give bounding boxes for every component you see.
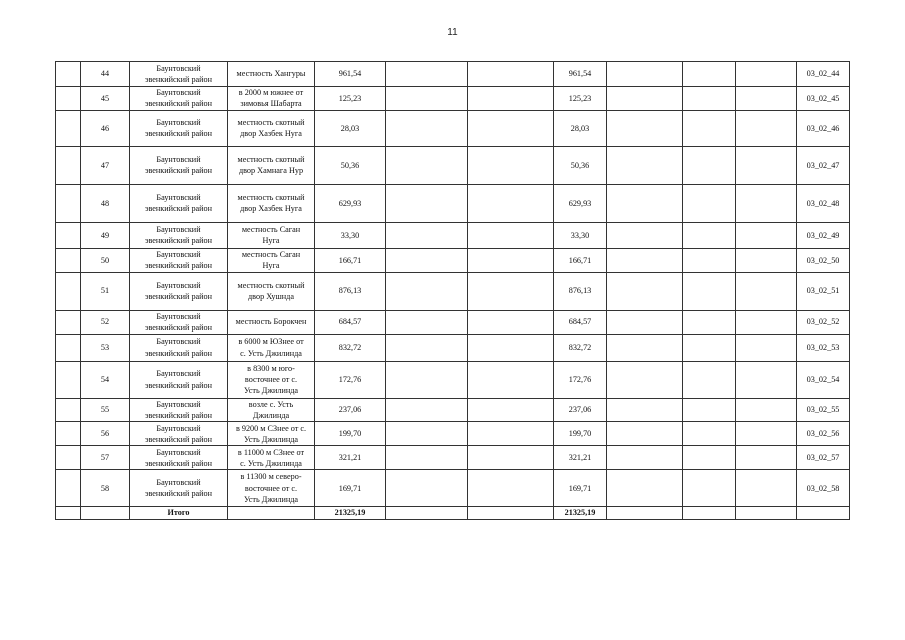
- empty-cell: [683, 398, 736, 422]
- district-line: эвенкийский район: [144, 458, 213, 468]
- location-line: в 2000 м южнее от: [238, 88, 304, 97]
- district-cell: [130, 398, 228, 422]
- table-row: [56, 110, 850, 146]
- empty-cell: [683, 361, 736, 398]
- table-row: [56, 222, 850, 248]
- area-total-cell: 961,54: [554, 62, 607, 87]
- row-number-cell: 57: [81, 446, 130, 470]
- district-line: Баунтовский: [156, 447, 201, 457]
- district-cell: [130, 446, 228, 470]
- area-cell: 28,03: [315, 110, 386, 146]
- margin-cell: [56, 507, 81, 519]
- empty-cell: [607, 470, 683, 507]
- area-cell: 166,71: [315, 248, 386, 272]
- empty-cell: [386, 222, 468, 248]
- empty-cell: [468, 222, 554, 248]
- code-cell: 03_02_54: [797, 361, 850, 398]
- area-total-cell: 166,71: [554, 248, 607, 272]
- location-cell: [228, 222, 315, 248]
- empty-cell: [683, 110, 736, 146]
- empty-cell: [607, 310, 683, 334]
- table-row: [56, 422, 850, 446]
- location-line: в 6000 м ЮЗнее от: [238, 337, 304, 347]
- district-cell: [130, 62, 228, 87]
- district-line: Баунтовский: [156, 423, 201, 433]
- empty-cell: [607, 62, 683, 87]
- code-cell: 03_02_51: [797, 272, 850, 310]
- area-total-cell: 125,23: [554, 87, 607, 111]
- location-line: с. Усть Джилинда: [240, 458, 302, 468]
- row-number-cell: 52: [81, 310, 130, 334]
- empty-cell: [736, 507, 797, 519]
- empty-cell: [683, 470, 736, 507]
- margin-cell: [56, 334, 81, 361]
- empty-cell: [386, 62, 468, 87]
- location-line: в 8300 м юго-: [247, 363, 295, 373]
- district-line: Баунтовский: [156, 337, 201, 347]
- empty-cell: [386, 470, 468, 507]
- district-cell: [130, 470, 228, 507]
- row-number-cell: 58: [81, 470, 130, 507]
- empty-cell: [683, 184, 736, 222]
- row-number-cell: 55: [81, 398, 130, 422]
- empty-cell: [607, 248, 683, 272]
- empty-cell: [736, 222, 797, 248]
- district-line: эвенкийский район: [144, 204, 213, 214]
- empty-cell: [468, 110, 554, 146]
- empty-cell: [468, 334, 554, 361]
- empty-cell: [607, 422, 683, 446]
- empty-cell: [468, 87, 554, 111]
- area-cell: 199,70: [315, 422, 386, 446]
- total-area-cell: 21325,19: [315, 507, 386, 519]
- empty-cell: [468, 184, 554, 222]
- table-row: [56, 272, 850, 310]
- empty-cell: [386, 146, 468, 184]
- location-line: двор Хамнага Нур: [238, 166, 304, 176]
- empty-cell: [386, 248, 468, 272]
- location-line: Нуга: [262, 261, 280, 271]
- table-row: [56, 334, 850, 361]
- district-line: Баунтовский: [156, 117, 201, 127]
- empty-cell: [468, 422, 554, 446]
- location-line: восточнее от с.: [244, 374, 298, 384]
- area-total-cell: 172,76: [554, 361, 607, 398]
- empty-cell: [683, 248, 736, 272]
- table-row: [56, 87, 850, 111]
- total-area2-cell: 21325,19: [554, 507, 607, 519]
- margin-cell: [56, 146, 81, 184]
- table-row: [56, 248, 850, 272]
- district-cell: [130, 222, 228, 248]
- empty-cell: [386, 334, 468, 361]
- empty-cell: [683, 446, 736, 470]
- empty-cell: [683, 422, 736, 446]
- margin-cell: [56, 446, 81, 470]
- district-line: эвенкийский район: [144, 380, 213, 390]
- empty-cell: [683, 146, 736, 184]
- empty-cell: [607, 272, 683, 310]
- district-cell: [130, 184, 228, 222]
- district-line: Баунтовский: [156, 478, 201, 488]
- district-line: эвенкийский район: [144, 261, 213, 271]
- table-row: [56, 361, 850, 398]
- area-total-cell: 50,36: [554, 146, 607, 184]
- margin-cell: [56, 87, 81, 111]
- empty-cell: [607, 334, 683, 361]
- code-cell: 03_02_53: [797, 334, 850, 361]
- location-line: местность Саган: [241, 249, 301, 259]
- code-cell: 03_02_48: [797, 184, 850, 222]
- margin-cell: [56, 422, 81, 446]
- area-cell: 684,57: [315, 310, 386, 334]
- area-total-cell: 237,06: [554, 398, 607, 422]
- empty-cell: [386, 507, 468, 519]
- area-cell: 33,30: [315, 222, 386, 248]
- district-line: Баунтовский: [156, 399, 201, 409]
- location-cell: [228, 110, 315, 146]
- row-number-cell: 50: [81, 248, 130, 272]
- location-line: в 11000 м СЗнее от: [237, 447, 305, 457]
- row-number-cell: 48: [81, 184, 130, 222]
- margin-cell: [56, 110, 81, 146]
- district-line: эвенкийский район: [144, 129, 213, 139]
- empty-cell: [736, 361, 797, 398]
- empty-cell: [736, 87, 797, 111]
- empty-cell: [386, 422, 468, 446]
- empty-cell: [736, 62, 797, 87]
- location-cell: [228, 422, 315, 446]
- empty-cell: [607, 361, 683, 398]
- row-number-cell: 46: [81, 110, 130, 146]
- district-cell: [130, 146, 228, 184]
- row-number-cell: 49: [81, 222, 130, 248]
- area-cell: 172,76: [315, 361, 386, 398]
- area-total-cell: 33,30: [554, 222, 607, 248]
- district-line: Баунтовский: [156, 224, 201, 234]
- row-number-cell: 45: [81, 87, 130, 111]
- code-cell: 03_02_52: [797, 310, 850, 334]
- location-line: местность скотный: [237, 280, 305, 290]
- district-line: Баунтовский: [156, 88, 201, 97]
- row-number-cell: 47: [81, 146, 130, 184]
- empty-cell: [736, 184, 797, 222]
- empty-cell: [736, 310, 797, 334]
- code-cell: 03_02_55: [797, 398, 850, 422]
- district-line: эвенкийский район: [144, 411, 213, 421]
- code-cell: 03_02_57: [797, 446, 850, 470]
- table-row: [56, 310, 850, 334]
- page-number: 11: [447, 27, 458, 38]
- area-total-cell: 832,72: [554, 334, 607, 361]
- location-line: Джилинда: [252, 411, 290, 421]
- empty-cell: [683, 310, 736, 334]
- area-cell: 876,13: [315, 272, 386, 310]
- district-line: эвенкийский район: [144, 236, 213, 246]
- district-line: Баунтовский: [156, 249, 201, 259]
- location-line: двор Хушнда: [248, 292, 294, 302]
- empty-cell: [797, 507, 850, 519]
- location-line: местность скотный: [237, 192, 305, 202]
- empty-cell: [607, 507, 683, 519]
- location-cell: [228, 470, 315, 507]
- land-register-table: [55, 61, 850, 520]
- table-row: [56, 62, 850, 87]
- location-line: двор Хазбек Нуга: [240, 129, 302, 139]
- district-line: эвенкийский район: [144, 166, 213, 176]
- district-line: эвенкийский район: [144, 489, 213, 499]
- empty-cell: [468, 470, 554, 507]
- area-total-cell: 876,13: [554, 272, 607, 310]
- empty-cell: [736, 334, 797, 361]
- empty-cell: [607, 184, 683, 222]
- empty-cell: [607, 222, 683, 248]
- empty-cell: [468, 507, 554, 519]
- area-cell: 961,54: [315, 62, 386, 87]
- table-row: [56, 470, 850, 507]
- table-body: [56, 62, 850, 520]
- empty-cell: [607, 398, 683, 422]
- district-line: Баунтовский: [156, 154, 201, 164]
- empty-cell: [386, 398, 468, 422]
- empty-cell: [736, 422, 797, 446]
- district-cell: [130, 310, 228, 334]
- total-row: [56, 507, 850, 519]
- district-line: эвенкийский район: [144, 348, 213, 358]
- row-number-cell: 44: [81, 62, 130, 87]
- empty-cell: [386, 87, 468, 111]
- table-row: [56, 398, 850, 422]
- location-line: в 11300 м северо-: [240, 472, 302, 482]
- empty-cell: [228, 507, 315, 519]
- area-cell: 50,36: [315, 146, 386, 184]
- margin-cell: [56, 248, 81, 272]
- location-cell: [228, 248, 315, 272]
- empty-cell: [607, 146, 683, 184]
- area-cell: 629,93: [315, 184, 386, 222]
- area-total-cell: 199,70: [554, 422, 607, 446]
- location-cell: [228, 62, 315, 87]
- area-cell: 169,71: [315, 470, 386, 507]
- code-cell: 03_02_56: [797, 422, 850, 446]
- location-line: местность Борокчен: [235, 317, 307, 327]
- district-cell: [130, 361, 228, 398]
- location-line: Усть Джилинда: [243, 386, 299, 396]
- area-total-cell: 28,03: [554, 110, 607, 146]
- location-line: зимовья Шабарта: [240, 99, 302, 109]
- code-cell: 03_02_45: [797, 87, 850, 111]
- empty-cell: [607, 446, 683, 470]
- district-line: Баунтовский: [156, 192, 201, 202]
- location-line: местность Хангуры: [236, 69, 306, 79]
- empty-cell: [386, 184, 468, 222]
- total-label-cell: Итого: [130, 507, 228, 519]
- district-cell: [130, 248, 228, 272]
- location-cell: [228, 184, 315, 222]
- district-cell: [130, 110, 228, 146]
- empty-cell: [683, 222, 736, 248]
- district-line: эвенкийский район: [144, 434, 213, 444]
- district-cell: [130, 334, 228, 361]
- location-line: местность Саган: [241, 224, 301, 234]
- location-line: Нуга: [262, 236, 280, 246]
- empty-cell: [736, 272, 797, 310]
- empty-cell: [468, 361, 554, 398]
- location-cell: [228, 398, 315, 422]
- empty-cell: [468, 62, 554, 87]
- area-cell: 321,21: [315, 446, 386, 470]
- location-cell: [228, 310, 315, 334]
- district-line: Баунтовский: [156, 311, 201, 321]
- location-line: местность скотный: [237, 154, 305, 164]
- empty-cell: [736, 248, 797, 272]
- area-total-cell: 169,71: [554, 470, 607, 507]
- empty-cell: [386, 110, 468, 146]
- location-line: двор Хазбек Нуга: [240, 204, 302, 214]
- margin-cell: [56, 62, 81, 87]
- empty-cell: [468, 310, 554, 334]
- location-cell: [228, 272, 315, 310]
- row-number-cell: 51: [81, 272, 130, 310]
- empty-cell: [468, 446, 554, 470]
- empty-cell: [736, 446, 797, 470]
- empty-cell: [683, 87, 736, 111]
- area-total-cell: 684,57: [554, 310, 607, 334]
- empty-cell: [736, 146, 797, 184]
- empty-cell: [386, 272, 468, 310]
- location-line: с. Усть Джилинда: [240, 348, 302, 358]
- code-cell: 03_02_47: [797, 146, 850, 184]
- area-total-cell: 629,93: [554, 184, 607, 222]
- district-line: эвенкийский район: [144, 75, 213, 84]
- empty-cell: [468, 398, 554, 422]
- margin-cell: [56, 310, 81, 334]
- district-cell: [130, 87, 228, 111]
- margin-cell: [56, 222, 81, 248]
- district-line: Баунтовский: [156, 369, 201, 379]
- empty-cell: [468, 146, 554, 184]
- empty-cell: [386, 361, 468, 398]
- district-line: эвенкийский район: [144, 323, 213, 333]
- empty-cell: [386, 446, 468, 470]
- empty-cell: [683, 272, 736, 310]
- location-line: Усть Джилинда: [243, 434, 299, 444]
- empty-cell: [683, 334, 736, 361]
- empty-cell: [736, 398, 797, 422]
- location-line: восточнее от с.: [244, 483, 298, 493]
- area-total-cell: 321,21: [554, 446, 607, 470]
- table-row: [56, 446, 850, 470]
- empty-cell: [607, 110, 683, 146]
- row-number-cell: 53: [81, 334, 130, 361]
- code-cell: 03_02_46: [797, 110, 850, 146]
- location-cell: [228, 446, 315, 470]
- location-line: возле с. Усть: [248, 399, 294, 409]
- empty-cell: [81, 507, 130, 519]
- code-cell: 03_02_49: [797, 222, 850, 248]
- district-line: эвенкийский район: [144, 99, 213, 109]
- location-line: в 9200 м СЗнее от с.: [235, 423, 307, 433]
- table-row: [56, 184, 850, 222]
- empty-cell: [736, 470, 797, 507]
- code-cell: 03_02_58: [797, 470, 850, 507]
- district-cell: [130, 272, 228, 310]
- district-cell: [130, 422, 228, 446]
- empty-cell: [468, 248, 554, 272]
- empty-cell: [683, 507, 736, 519]
- empty-cell: [386, 310, 468, 334]
- row-number-cell: 56: [81, 422, 130, 446]
- area-cell: 125,23: [315, 87, 386, 111]
- row-number-cell: 54: [81, 361, 130, 398]
- empty-cell: [736, 110, 797, 146]
- margin-cell: [56, 184, 81, 222]
- margin-cell: [56, 470, 81, 507]
- district-line: Баунтовский: [156, 280, 201, 290]
- table-row: [56, 146, 850, 184]
- empty-cell: [468, 272, 554, 310]
- area-cell: 832,72: [315, 334, 386, 361]
- code-cell: 03_02_44: [797, 62, 850, 87]
- location-line: Усть Джилинда: [243, 495, 299, 505]
- empty-cell: [607, 87, 683, 111]
- code-cell: 03_02_50: [797, 248, 850, 272]
- location-cell: [228, 146, 315, 184]
- empty-cell: [683, 62, 736, 87]
- area-cell: 237,06: [315, 398, 386, 422]
- district-line: Баунтовский: [156, 63, 201, 73]
- margin-cell: [56, 398, 81, 422]
- location-line: местность скотный: [237, 117, 305, 127]
- location-cell: [228, 87, 315, 111]
- margin-cell: [56, 361, 81, 398]
- district-line: эвенкийский район: [144, 292, 213, 302]
- location-cell: [228, 361, 315, 398]
- margin-cell: [56, 272, 81, 310]
- location-cell: [228, 334, 315, 361]
